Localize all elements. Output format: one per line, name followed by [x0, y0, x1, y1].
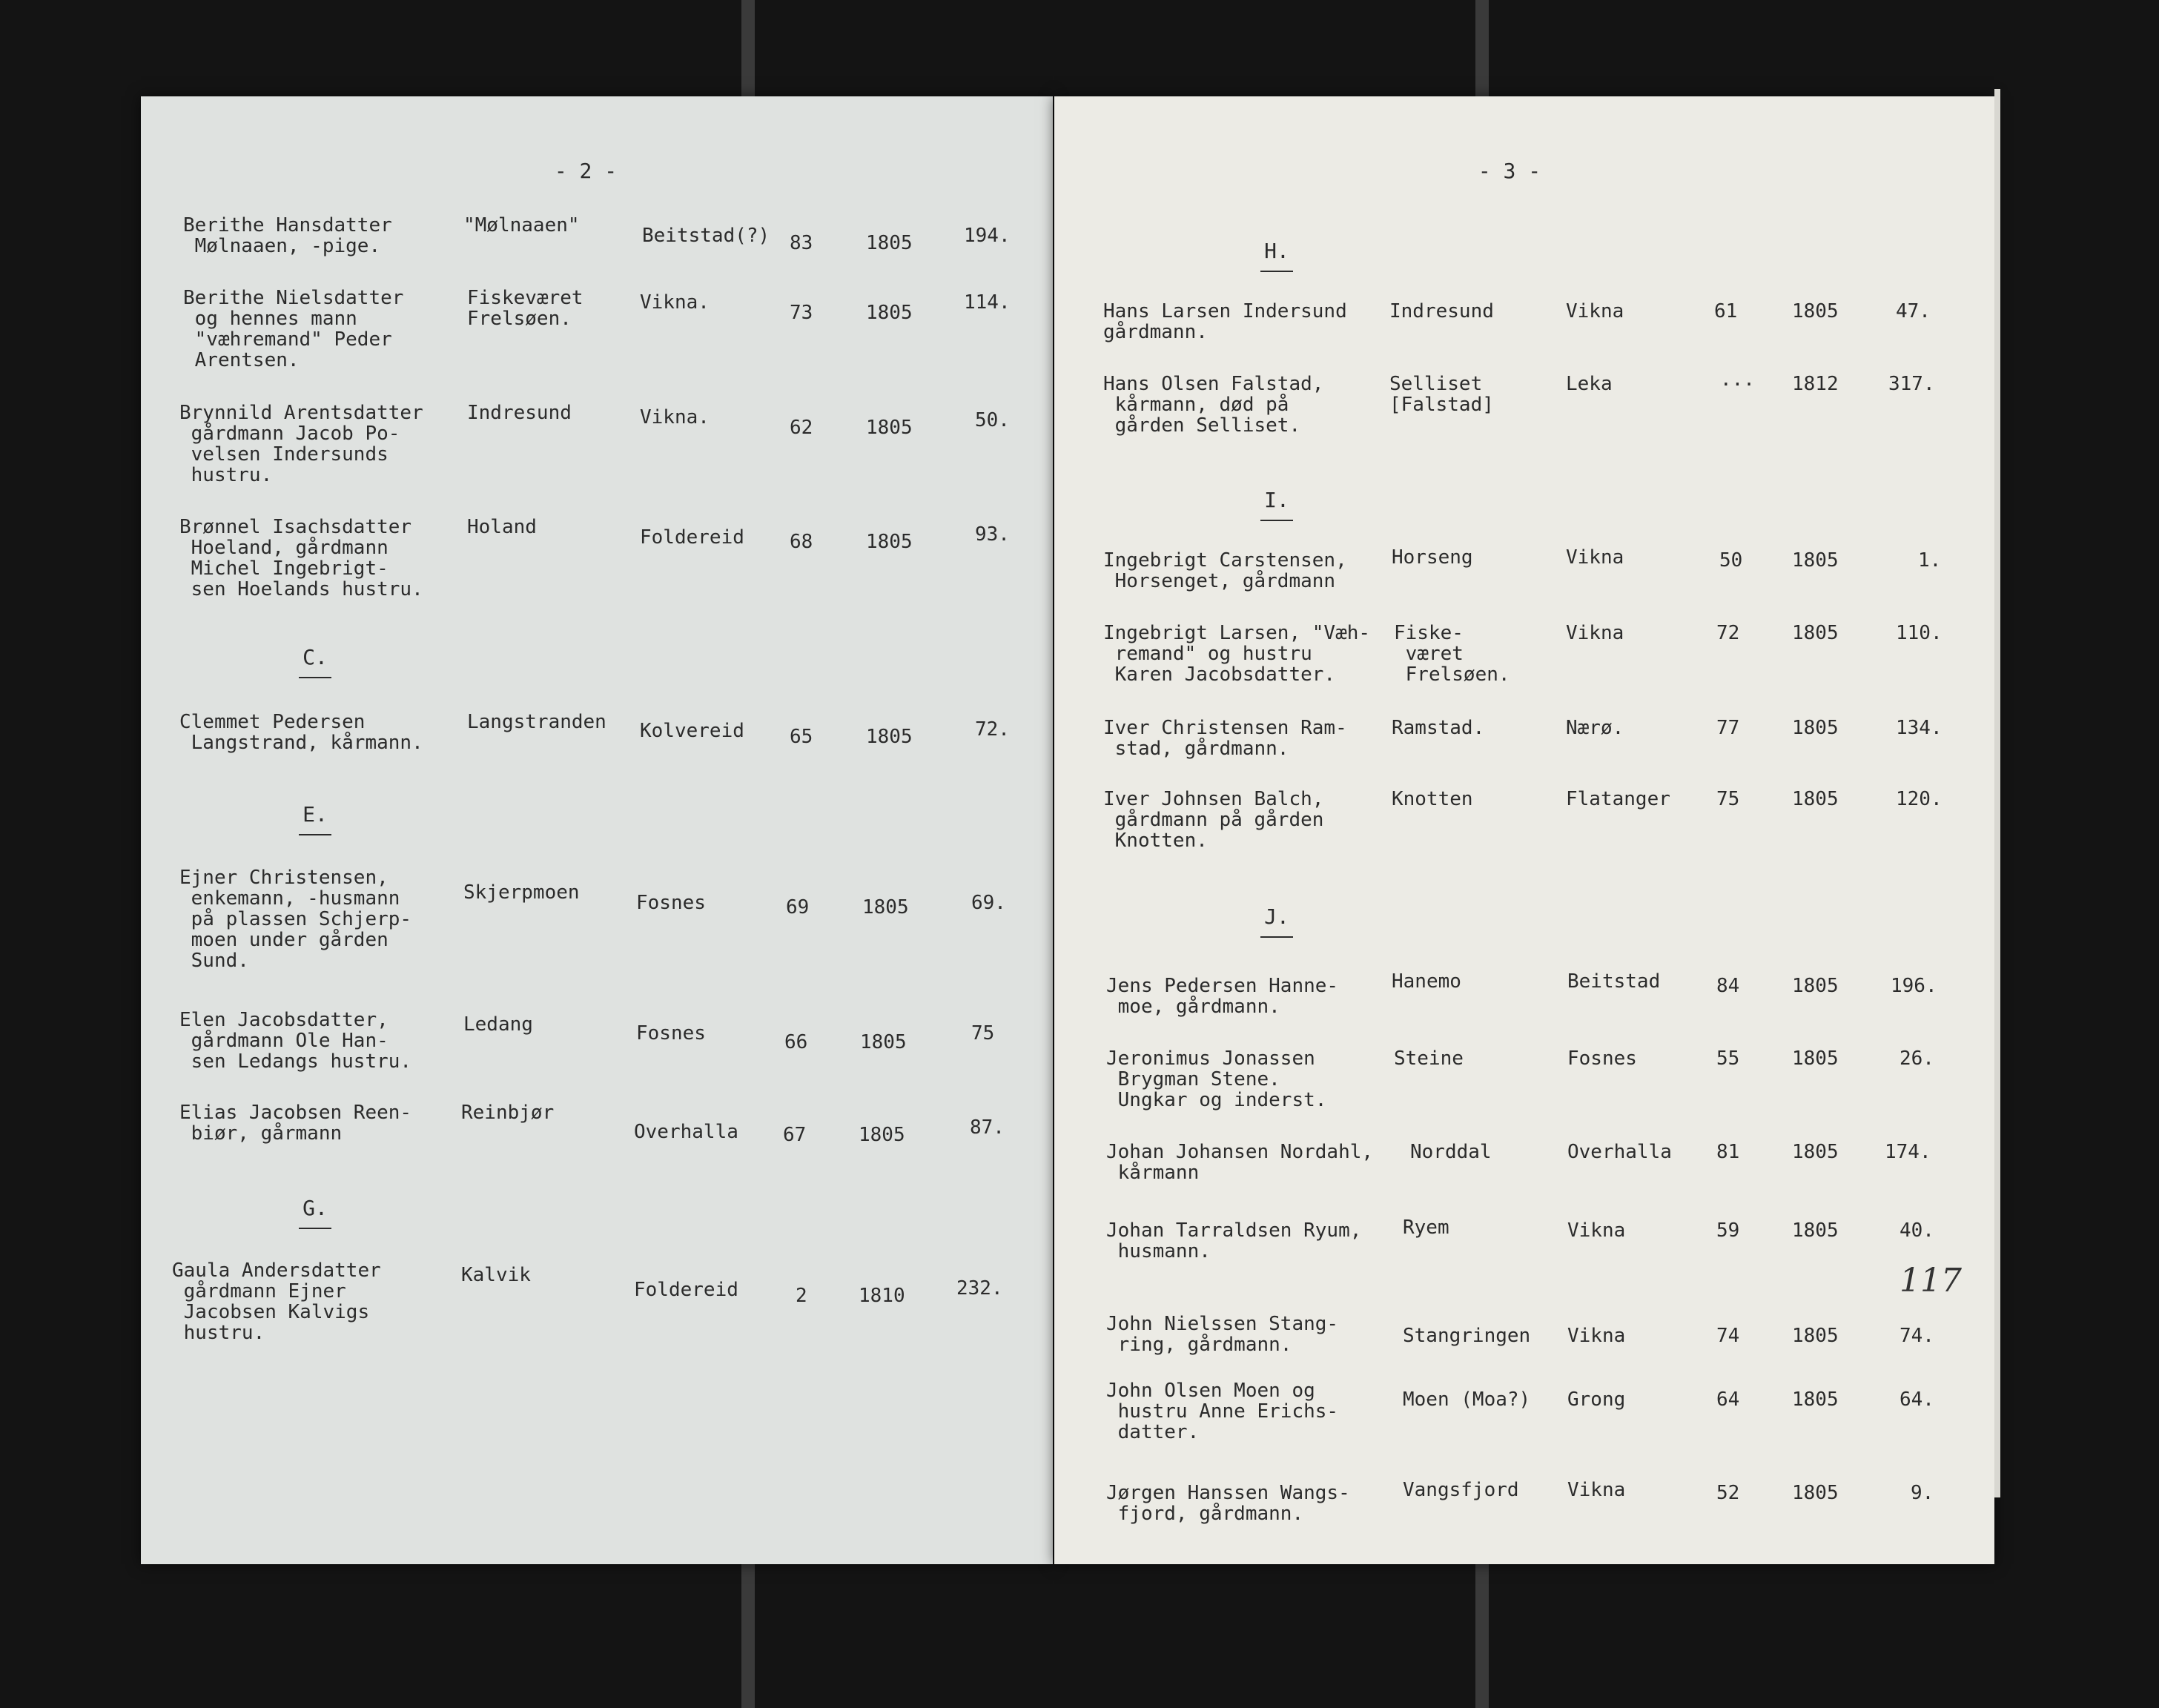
entry-age: 2: [796, 1285, 807, 1307]
entry-year: 1805: [1792, 622, 1839, 644]
entry-year: 1805: [862, 896, 909, 918]
entry-place: Holand: [467, 516, 537, 538]
entry-place: Steine: [1394, 1047, 1464, 1070]
entry-name: Iver Christensen Ram- stad, gårdmann.: [1103, 717, 1347, 760]
entry-year: 1805: [866, 531, 913, 553]
entry-age: 74: [1716, 1325, 1740, 1347]
entry-year: 1805: [1792, 975, 1839, 997]
entry-number: 174.: [1885, 1141, 1931, 1163]
entry-age: 66: [784, 1031, 808, 1053]
letter-underline: [1260, 271, 1293, 272]
entry-age: 62: [790, 417, 813, 439]
entry-number: 47.: [1896, 300, 1931, 322]
entry-place: Skjerpmoen: [463, 881, 580, 904]
entry-number: 69.: [971, 892, 1006, 914]
entry-number: 232.: [956, 1277, 1003, 1300]
entry-number: 194.: [964, 225, 1011, 247]
entry-number: 74.: [1900, 1325, 1934, 1347]
letter-heading-e: [278, 802, 352, 835]
entry-year: 1805: [866, 726, 913, 748]
letter-underline: [299, 677, 331, 678]
entry-number: 93.: [975, 523, 1010, 546]
entry-year: 1805: [859, 1124, 905, 1146]
entry-age: 50: [1719, 549, 1743, 572]
entry-number: 50.: [975, 409, 1010, 431]
entry-age: 65: [790, 726, 813, 748]
page-edges: [1994, 89, 2000, 1497]
letter-heading-text: I.: [1264, 488, 1289, 512]
entry-age: 77: [1716, 717, 1740, 739]
entry-year: 1805: [1792, 300, 1839, 322]
entry-parish: Grong: [1567, 1388, 1626, 1411]
entry-name: Ingebrigt Carstensen, Horsenget, gårdmann: [1103, 549, 1347, 592]
letter-heading-g: [278, 1196, 352, 1229]
entry-parish: Vikna: [1566, 622, 1624, 644]
entry-age: 83: [790, 232, 813, 254]
entry-number: 87.: [970, 1116, 1005, 1139]
entry-parish: Nærø.: [1566, 717, 1624, 739]
entry-age: 69: [786, 896, 810, 918]
entry-place: Hanemo: [1392, 970, 1461, 993]
entry-year: 1805: [1792, 1325, 1839, 1347]
entry-parish: Vikna: [1566, 300, 1624, 322]
entry-name: Gaula Andersdatter gårdmann Ejner Jacobsen Kalvigs hustru.: [172, 1260, 381, 1344]
entry-age: ...: [1720, 368, 1755, 391]
entry-number: 75: [971, 1022, 995, 1045]
entry-place: Ramstad.: [1392, 717, 1485, 739]
entry-parish: Overhalla: [1567, 1141, 1672, 1163]
entry-age: 75: [1716, 788, 1740, 810]
letter-heading-h: [1240, 239, 1314, 272]
entry-name: Clemmet Pedersen Langstrand, kårmann.: [179, 711, 423, 754]
entry-place: Selliset [Falstad]: [1389, 373, 1494, 416]
entry-number: 9.: [1911, 1482, 1934, 1504]
entry-name: Brønnel Isachsdatter Hoeland, gårdmann Michel Ingebrigt- sen Hoelands hustru.: [179, 516, 423, 600]
entry-name: Hans Olsen Falstad, kårmann, død på gården Selliset.: [1103, 373, 1324, 437]
entry-year: 1805: [866, 417, 913, 439]
entry-name: Ejner Christensen, enkemann, -husmann på plassen Schjerp- moen under gården Sund.: [179, 867, 412, 972]
letter-heading-text: E.: [302, 802, 328, 827]
entry-name: Jeronimus Jonassen Brygman Stene. Ungkar og inderst.: [1106, 1047, 1327, 1111]
entry-year: 1805: [1792, 1482, 1839, 1504]
entry-place: Knotten: [1392, 788, 1473, 810]
entry-parish: Flatanger: [1566, 788, 1670, 810]
entry-name: Johan Tarraldsen Ryum, husmann.: [1106, 1219, 1362, 1262]
entry-parish: Overhalla: [634, 1121, 738, 1143]
entry-name: Elias Jacobsen Reen- biør, gårmann: [179, 1102, 412, 1145]
entry-parish: Foldereid: [634, 1279, 738, 1301]
entry-place: Horseng: [1392, 546, 1473, 569]
entry-name: Elen Jacobsdatter, gårdmann Ole Han- sen Ledangs hustru.: [179, 1009, 412, 1073]
entry-place: Moen (Moa?): [1403, 1388, 1531, 1411]
entry-number: 72.: [975, 718, 1010, 741]
letter-heading-text: C.: [302, 645, 328, 669]
page-number-right: - 3 -: [1478, 159, 1541, 183]
entry-name: Johan Johansen Nordahl, kårmann: [1106, 1141, 1374, 1184]
entry-name: John Nielssen Stang- ring, gårdmann.: [1106, 1313, 1339, 1356]
entry-name: John Olsen Moen og hustru Anne Erichs- datter.: [1106, 1380, 1339, 1443]
entry-place: Norddal: [1410, 1141, 1492, 1163]
entry-place: Langstranden: [467, 711, 606, 733]
entry-parish: Beitstad: [1567, 970, 1661, 993]
entry-place: Indresund: [1389, 300, 1494, 322]
entry-parish: Kolvereid: [640, 720, 744, 742]
entry-place: Ryem: [1403, 1217, 1449, 1239]
entry-year: 1805: [1792, 1219, 1839, 1242]
entry-age: 84: [1716, 975, 1740, 997]
entry-place: Fiskeværet Frelsøen.: [467, 287, 583, 330]
entry-parish: Vikna.: [640, 291, 710, 314]
page-right: [1054, 96, 1994, 1564]
letter-underline: [1260, 936, 1293, 938]
entry-place: "Mølnaaen": [463, 214, 580, 236]
entry-number: 110.: [1896, 622, 1943, 644]
entry-parish: Fosnes: [636, 892, 706, 914]
entry-year: 1805: [1792, 1047, 1839, 1070]
entry-parish: Vikna: [1567, 1219, 1626, 1242]
entry-number: 114.: [964, 291, 1011, 314]
entry-year: 1805: [860, 1031, 907, 1053]
entry-age: 64: [1716, 1388, 1740, 1411]
entry-age: 73: [790, 302, 813, 324]
entry-place: Stangringen: [1403, 1325, 1531, 1347]
entry-parish: Beitstad(?): [642, 225, 770, 247]
entry-parish: Leka: [1566, 373, 1613, 395]
entry-name: Jens Pedersen Hanne- moe, gårdmann.: [1106, 975, 1339, 1018]
entry-number: 64.: [1900, 1388, 1934, 1411]
entry-place: Ledang: [463, 1013, 533, 1036]
entry-age: 67: [783, 1124, 807, 1146]
handwritten-note: 117: [1900, 1262, 1962, 1300]
entry-place: Reinbjør: [461, 1102, 555, 1124]
page-number-left: - 2 -: [554, 159, 618, 183]
entry-number: 317.: [1888, 373, 1935, 395]
letter-underline: [1260, 520, 1293, 521]
entry-year: 1805: [1792, 1388, 1839, 1411]
entry-parish: Vikna: [1567, 1479, 1626, 1501]
entry-place: Indresund: [467, 402, 572, 424]
entry-parish: Fosnes: [636, 1022, 706, 1045]
letter-heading-text: J.: [1264, 904, 1289, 929]
letter-heading-i: [1240, 488, 1314, 521]
entry-place: Vangsfjord: [1403, 1479, 1519, 1501]
entry-year: 1805: [1792, 788, 1839, 810]
entry-number: 120.: [1896, 788, 1943, 810]
entry-age: 55: [1716, 1047, 1740, 1070]
letter-heading-text: G.: [302, 1196, 328, 1220]
entry-age: 81: [1716, 1141, 1740, 1163]
entry-year: 1810: [859, 1285, 905, 1307]
entry-name: Ingebrigt Larsen, "Væh- remand" og hustru Karen Jacobsdatter.: [1103, 622, 1371, 686]
entry-place: Kalvik: [461, 1264, 531, 1286]
entry-year: 1805: [1792, 717, 1839, 739]
entry-age: 61: [1714, 300, 1738, 322]
entry-year: 1812: [1792, 373, 1839, 395]
entry-age: 72: [1716, 622, 1740, 644]
entry-year: 1805: [866, 232, 913, 254]
entry-age: 68: [790, 531, 813, 553]
entry-number: 196.: [1891, 975, 1937, 997]
letter-heading-j: [1240, 904, 1314, 938]
letter-heading-text: H.: [1264, 239, 1289, 263]
entry-parish: Vikna: [1566, 546, 1624, 569]
entry-number: 26.: [1900, 1047, 1934, 1070]
entry-name: Berithe Nielsdatter og hennes mann "væhremand" Peder Arentsen.: [183, 287, 404, 371]
entry-place: Fiske- været Frelsøen.: [1394, 622, 1510, 686]
letter-underline: [299, 834, 331, 835]
entry-number: 134.: [1896, 717, 1943, 739]
entry-year: 1805: [1792, 549, 1839, 572]
letter-heading-c: [278, 645, 352, 678]
entry-parish: Foldereid: [640, 526, 744, 549]
entry-name: Berithe Hansdatter Mølnaaen, -pige.: [183, 214, 392, 257]
letter-underline: [299, 1228, 331, 1229]
entry-parish: Vikna: [1567, 1325, 1626, 1347]
entry-name: Jørgen Hanssen Wangs- fjord, gårdmann.: [1106, 1482, 1350, 1525]
entry-age: 52: [1716, 1482, 1740, 1504]
page-left: [141, 96, 1053, 1564]
entry-year: 1805: [866, 302, 913, 324]
entry-age: 59: [1716, 1219, 1740, 1242]
entry-parish: Fosnes: [1567, 1047, 1637, 1070]
entry-parish: Vikna.: [640, 406, 710, 428]
entry-number: 40.: [1900, 1219, 1934, 1242]
entry-name: Hans Larsen Indersund gårdmann.: [1103, 300, 1347, 343]
entry-name: Iver Johnsen Balch, gårdmann på gården Knotten.: [1103, 788, 1324, 852]
entry-year: 1805: [1792, 1141, 1839, 1163]
entry-number: 1.: [1918, 549, 1942, 572]
entry-name: Brynnild Arentsdatter gårdmann Jacob Po- velsen Indersunds hustru.: [179, 402, 423, 486]
